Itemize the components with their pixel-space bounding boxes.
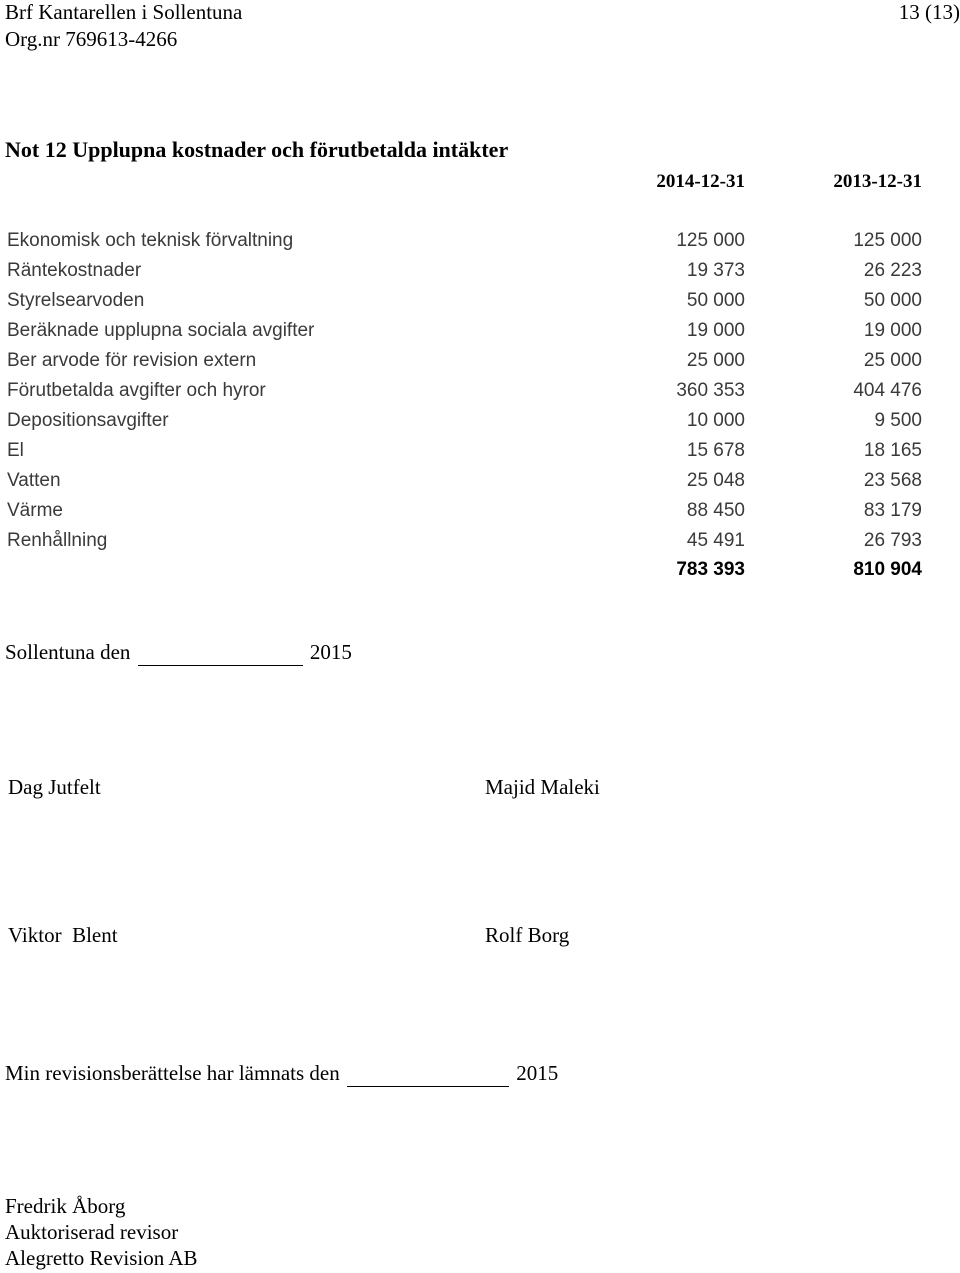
table-row: [0, 500, 960, 530]
auditor-role: Auktoriserad revisor: [5, 1220, 179, 1244]
column-header-2014: 2014-12-31: [656, 171, 745, 192]
row-label: Förutbetalda avgifter och hyror: [7, 380, 266, 401]
row-value-2013: 25 000: [863, 350, 922, 371]
table-row: [0, 350, 960, 380]
row-value-2014: 25 048: [686, 470, 745, 491]
table-row: [0, 380, 960, 410]
place-date-prefix: Sollentuna den: [5, 640, 131, 664]
row-value-2013: 404 476: [853, 380, 922, 401]
row-label: Räntekostnader: [7, 260, 142, 281]
table-row: [0, 260, 960, 290]
place-date-year: 2015: [309, 640, 352, 664]
org-number: Org.nr 769613-4266: [5, 27, 178, 51]
table-row: [0, 440, 960, 470]
table-row: [0, 230, 960, 260]
row-label: Ber arvode för revision extern: [7, 350, 257, 371]
audit-year: 2015: [516, 1061, 559, 1085]
row-value-2014: 19 373: [686, 260, 745, 281]
signature-name-2: Majid Maleki: [485, 775, 600, 799]
auditor-block: [5, 1193, 198, 1271]
row-value-2013: 9 500: [874, 410, 922, 431]
row-value-2014: 15 678: [686, 440, 745, 461]
org-name: Brf Kantarellen i Sollentuna: [5, 0, 243, 24]
row-label: Beräknade upplupna sociala avgifter: [7, 320, 315, 341]
row-value-2014: 125 000: [676, 230, 745, 251]
row-label: Vatten: [7, 470, 61, 491]
note-title: Not 12 Upplupna kostnader och förutbetalda intäkter: [5, 137, 509, 162]
row-value-2013: 125 000: [853, 230, 922, 251]
row-value-2014: 45 491: [686, 530, 745, 551]
row-value-2013: 50 000: [863, 290, 922, 311]
row-value-2013: 26 793: [863, 530, 922, 551]
row-value-2014: 50 000: [686, 290, 745, 311]
row-value-2014: 19 000: [686, 320, 745, 341]
row-value-2013: 19 000: [863, 320, 922, 341]
table-row: [0, 320, 960, 350]
row-value-2013: 23 568: [863, 470, 922, 491]
signature-name-1: Dag Jutfelt: [8, 775, 101, 799]
signature-name-4: Rolf Borg: [485, 923, 570, 947]
auditor-name: Fredrik Åborg: [5, 1194, 126, 1218]
row-label: Ekonomisk och teknisk förvaltning: [7, 230, 294, 251]
row-value-2014: 88 450: [686, 500, 745, 521]
row-value-2013: 18 165: [863, 440, 922, 461]
row-value-2014: 360 353: [676, 380, 745, 401]
row-value-2013: 26 223: [863, 260, 922, 281]
table-row: [0, 530, 960, 560]
row-label: Depositionsavgifter: [7, 410, 169, 431]
row-value-2013: 83 179: [863, 500, 922, 521]
place-date-line: [5, 640, 352, 666]
audit-prefix: Min revisionsberättelse har lämnats den: [5, 1061, 340, 1085]
audit-line: [5, 1061, 558, 1087]
row-label: El: [7, 440, 24, 461]
table-row: [0, 470, 960, 500]
date-blank-line: [138, 640, 303, 666]
table-row: [0, 290, 960, 320]
total-2014: 783 393: [676, 559, 745, 580]
row-value-2014: 10 000: [686, 410, 745, 431]
row-value-2014: 25 000: [686, 350, 745, 371]
table-row: [0, 410, 960, 440]
row-label: Renhållning: [7, 530, 108, 551]
audit-date-blank-line: [347, 1061, 509, 1087]
signature-name-3: Viktor Blent: [8, 923, 118, 947]
total-2013: 810 904: [853, 559, 922, 580]
auditor-firm: Alegretto Revision AB: [5, 1246, 198, 1270]
row-label: Värme: [7, 500, 63, 521]
page-number: 13 (13): [898, 0, 960, 24]
column-header-2013: 2013-12-31: [833, 171, 922, 192]
row-label: Styrelsearvoden: [7, 290, 145, 311]
